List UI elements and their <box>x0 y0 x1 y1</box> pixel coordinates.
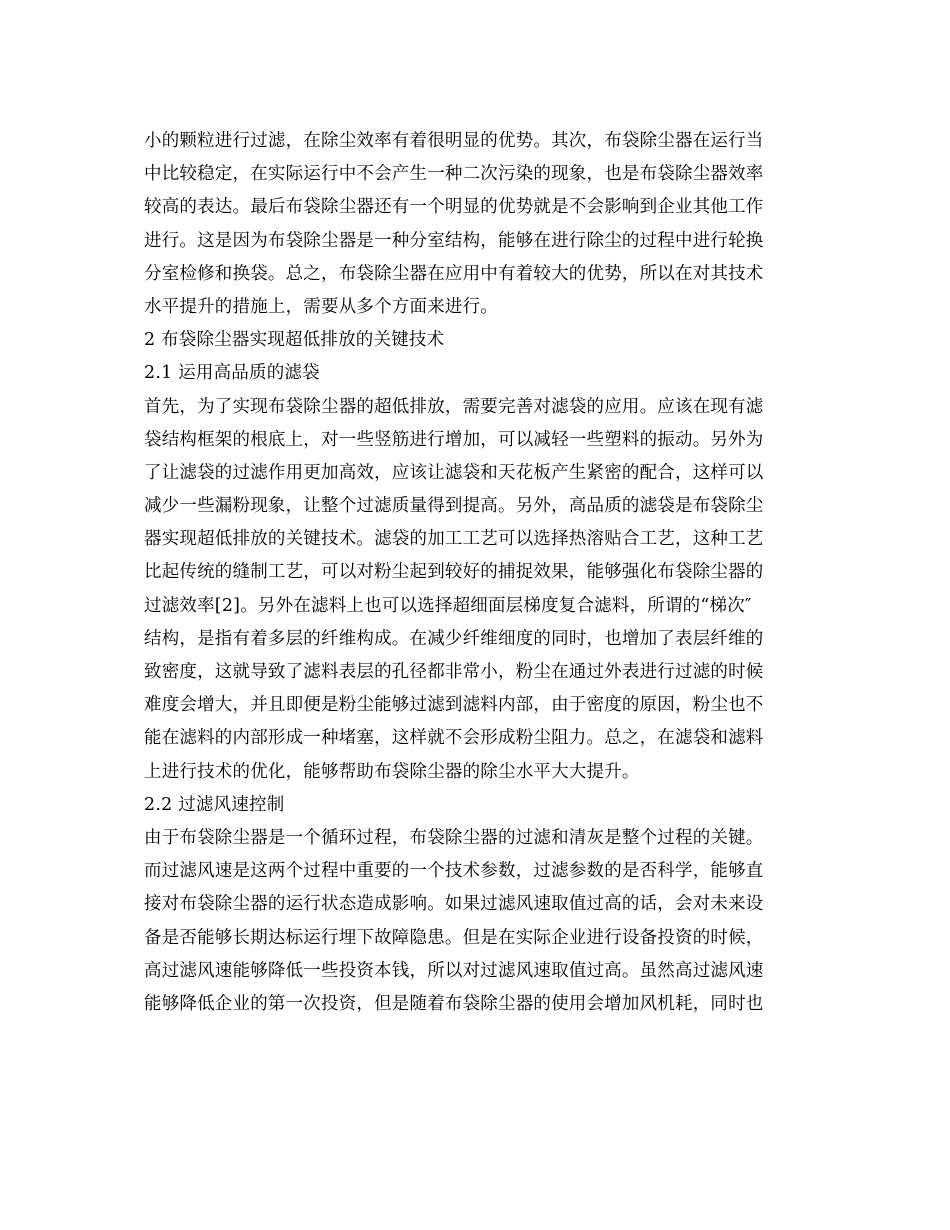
text-line: 中比较稳定，在实际运行中不会产生一种二次污染的现象，也是布袋除尘器效率 <box>144 164 764 185</box>
text-line: 而过滤风速是这两个过程中重要的一个技术参数，过滤参数的是否科学，能够直 <box>144 861 764 882</box>
document-body <box>144 125 804 1021</box>
text-line: 致密度，这就导致了滤料表层的孔径都非常小，粉尘在通过外表进行过滤的时候 <box>144 662 764 682</box>
text-line: 过滤效率[2]。另外在滤料上也可以选择超细面层梯度复合滤料，所谓的“梯次″ <box>144 595 752 616</box>
text-line: 比起传统的缝制工艺，可以对粉尘起到较好的捕捉效果，能够强化布袋除尘器的 <box>144 562 764 583</box>
section-heading-2: 2 布袋除尘器实现超低排放的关键技术 <box>144 330 445 351</box>
text-line: 接对布袋除尘器的运行状态造成影响。如果过滤风速取值过高的话，会对未来设 <box>144 894 764 915</box>
text-line: 由于布袋除尘器是一个循环过程，布袋除尘器的过滤和清灰是整个过程的关键。 <box>144 827 764 848</box>
text-line: 减少一些漏粉现象，让整个过滤质量得到提高。另外，高品质的滤袋是布袋除尘 <box>144 496 764 517</box>
text-line: 能够降低企业的第一次投资，但是随着布袋除尘器的使用会增加风机耗，同时也 <box>144 993 764 1014</box>
paragraph-filter-bags <box>144 391 804 789</box>
text-line: 能在滤料的内部形成一种堵塞，这样就不会形成粉尘阻力。总之，在滤袋和滤料 <box>144 728 764 749</box>
text-line: 备是否能够长期达标运行埋下故障隐患。但是在实际企业进行设备投资的时候， <box>144 927 764 948</box>
text-line: 小的颗粒进行过滤，在除尘效率有着很明显的优势。其次，布袋除尘器在运行当 <box>144 131 764 151</box>
text-line: 分室检修和换袋。总之，布袋除尘器在应用中有着较大的优势，所以在对其技术 <box>144 263 764 284</box>
text-line: 较高的表达。最后布袋除尘器还有一个明显的优势就是不会影响到企业其他工作 <box>144 197 764 218</box>
text-line: 首先，为了实现布袋除尘器的超低排放，需要完善对滤袋的应用。应该在现有滤 <box>144 396 764 417</box>
paragraph-intro-continued <box>144 125 804 324</box>
text-line: 高过滤风速能够降低一些投资本钱，所以对过滤风速取值过高。虽然高过滤风速 <box>144 960 764 981</box>
text-line: 进行。这是因为布袋除尘器是一种分室结构，能够在进行除尘的过程中进行轮换 <box>144 230 764 251</box>
text-line: 了让滤袋的过滤作用更加高效，应该让滤袋和天花板产生紧密的配合，这样可以 <box>144 462 764 483</box>
text-line: 器实现超低排放的关键技术。滤袋的加工工艺可以选择热溶贴合工艺，这种工艺 <box>144 529 764 550</box>
text-line: 上进行技术的优化，能够帮助布袋除尘器的除尘水平大大提升。 <box>144 761 640 782</box>
text-line: 水平提升的措施上，需要从多个方面来进行。 <box>144 296 498 317</box>
text-line: 难度会增大，并且即便是粉尘能够过滤到滤料内部，由于密度的原因，粉尘也不 <box>144 695 764 716</box>
section-heading-2-1: 2.1 运用高品质的滤袋 <box>144 363 320 384</box>
text-line: 袋结构框架的根底上，对一些竖筋进行增加，可以减轻一些塑料的振动。另外为 <box>144 429 764 450</box>
text-line: 结构，是指有着多层的纤维构成。在减少纤维细度的同时，也增加了表层纤维的 <box>144 628 764 649</box>
section-heading-2-2: 2.2 过滤风速控制 <box>144 794 285 815</box>
paragraph-filter-wind-speed <box>144 822 804 1021</box>
